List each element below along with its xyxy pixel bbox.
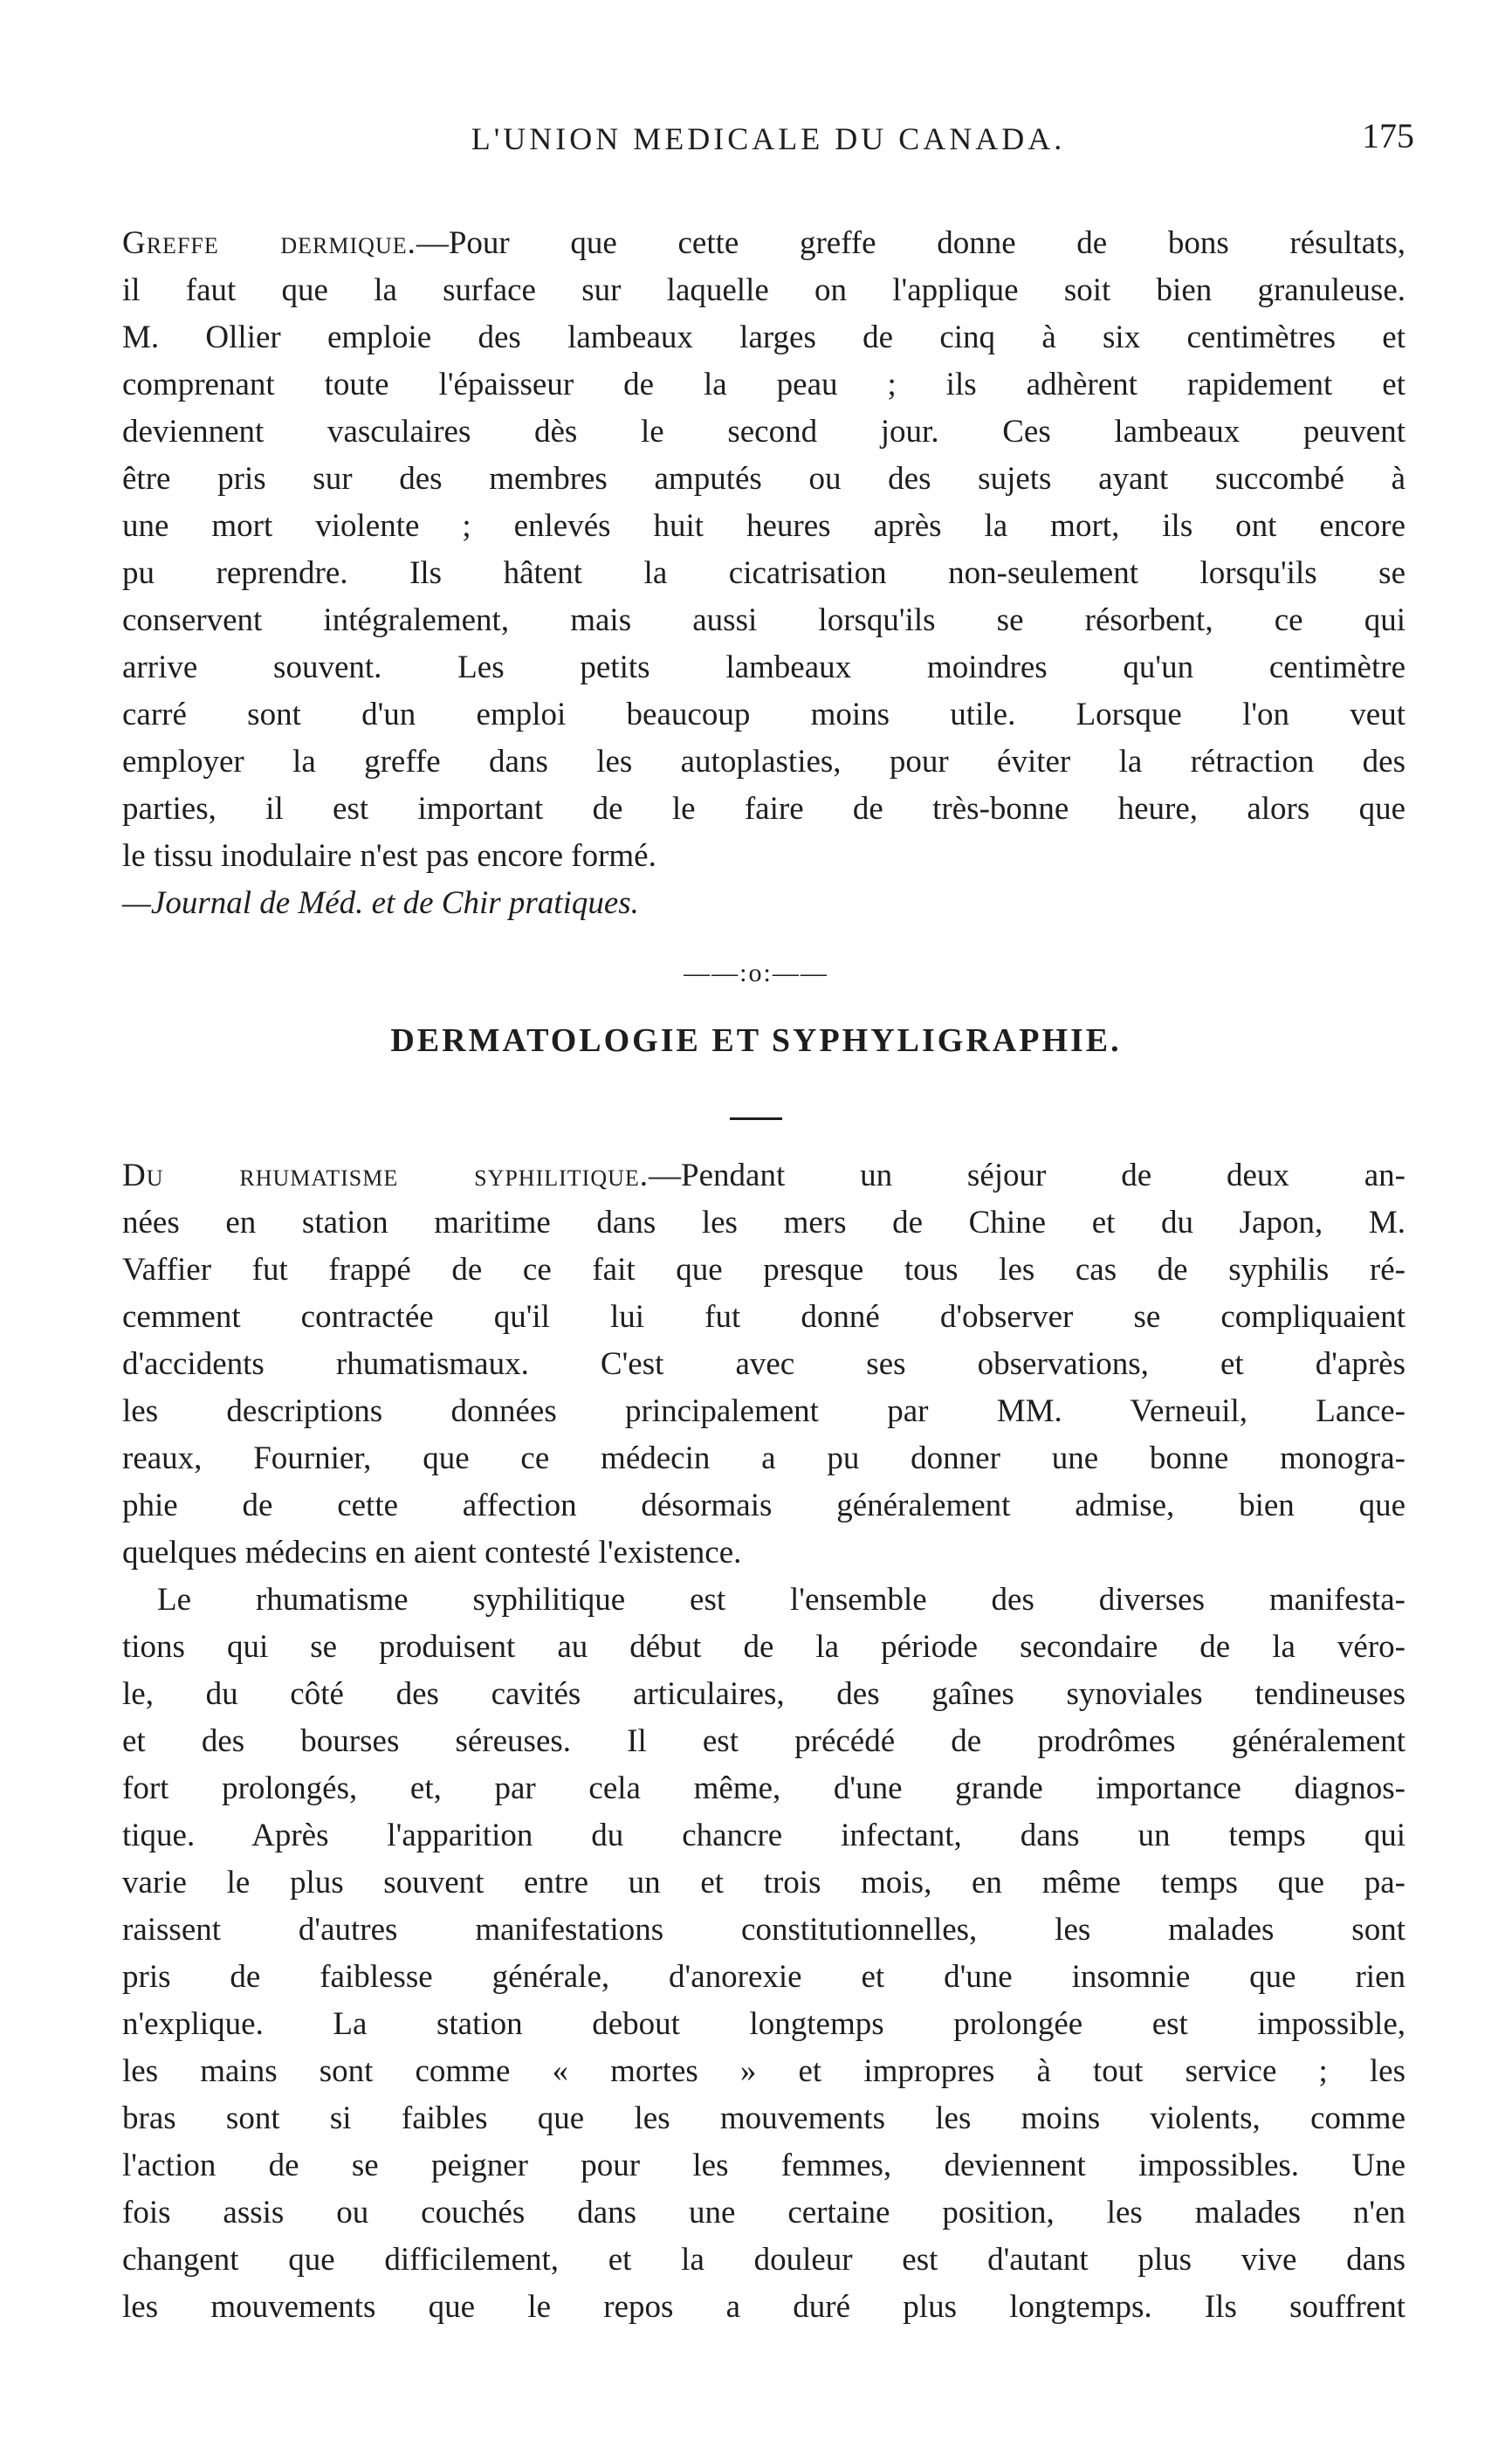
article-line: arrive souvent. Les petits lambeaux moindres qu'un centimètre: [122, 650, 1405, 685]
page-number: 175: [1362, 116, 1414, 155]
article-line: n'explique. La station debout longtemps prolongée est impossible,: [122, 2006, 1405, 2042]
article-line: deviennent vasculaires dès le second jour. Ces lambeaux peuvent: [122, 414, 1405, 450]
article-line: employer la greffe dans les autoplasties, pour éviter la rétraction des: [122, 744, 1405, 780]
article-line: quelques médecins en aient contesté l'existence.: [122, 1535, 742, 1571]
title-rule: [730, 1117, 782, 1120]
article-line: pu reprendre. Ils hâtent la cicatrisation non-seulement lorsqu'ils se: [122, 555, 1405, 591]
article-greffe-dermique: [122, 220, 1405, 927]
article-line: nées en station maritime dans les mers de Chine et du Japon, M.: [122, 1205, 1405, 1241]
article-line: cemment contractée qu'il lui fut donné d'observer se compliquaient: [122, 1299, 1405, 1335]
article-line: varie le plus souvent entre un et trois mois, en même temps que pa-: [122, 1865, 1405, 1901]
article-rhumatisme-syphilitique: [122, 1152, 1405, 2331]
article-line: les mains sont comme « mortes » et impropres à tout service ; les: [122, 2053, 1405, 2089]
article-line: tions qui se produisent au début de la période secondaire de la véro-: [122, 1629, 1405, 1665]
article-lead: Greffe dermique.: [122, 225, 416, 261]
article-line: les mouvements que le repos a duré plus longtemps. Ils souffrent: [122, 2289, 1405, 2325]
article-line: M. Ollier emploie des lambeaux larges de cinq à six centimètres et: [122, 320, 1405, 355]
article-line: tique. Après l'apparition du chancre infectant, dans un temps qui: [122, 1818, 1405, 1853]
article-line: carré sont d'un emploi beaucoup moins utile. Lorsque l'on veut: [122, 697, 1405, 732]
article-line: raissent d'autres manifestations constitutionnelles, les malades sont: [122, 1912, 1405, 1948]
article-line: d'accidents rhumatismaux. C'est avec ses observations, et d'après: [122, 1346, 1405, 1382]
running-head: [122, 116, 1414, 173]
article-line: comprenant toute l'épaisseur de la peau ; ils adhèrent rapidement et: [122, 367, 1405, 402]
article-line: phie de cette affection désormais généralement admise, bien que: [122, 1488, 1405, 1523]
article-line: fois assis ou couchés dans une certaine position, les malades n'en: [122, 2195, 1405, 2231]
section-divider: ——:o:——: [684, 959, 828, 987]
article-line: les descriptions données principalement par MM. Verneuil, Lance-: [122, 1393, 1405, 1429]
article-line: l'action de se peigner pour les femmes, deviennent impossibles. Une: [122, 2148, 1405, 2183]
article-line: il faut que la surface sur laquelle on l'applique soit bien granuleuse.: [122, 272, 1405, 308]
article-line: pris de faiblesse générale, d'anorexie et d'une insomnie que rien: [122, 1959, 1405, 1995]
running-title: L'UNION MEDICALE DU CANADA.: [471, 121, 1066, 156]
article-line: une mort violente ; enlevés huit heures après la mort, ils ont encore: [122, 508, 1405, 544]
article-line: Du rhumatisme syphilitique.—Pendant un séjour de deux an-: [122, 1158, 1405, 1193]
article-line: Le rhumatisme syphilitique est l'ensemble des diverses manifesta-: [157, 1582, 1405, 1618]
article-line: le, du côté des cavités articulaires, des gaînes synoviales tendineuses: [122, 1676, 1405, 1712]
article-line: bras sont si faibles que les mouvements les moins violents, comme: [122, 2100, 1405, 2136]
article-lead: Du rhumatisme syphilitique.: [122, 1158, 649, 1193]
article-line: être pris sur des membres amputés ou des sujets ayant succombé à: [122, 461, 1405, 497]
section-title: DERMATOLOGIE ET SYPHYLIGRAPHIE.: [390, 1022, 1122, 1059]
article-line: changent que difficilement, et la douleur est d'autant plus vive dans: [122, 2242, 1405, 2278]
article-line: conservent intégralement, mais aussi lorsqu'ils se résorbent, ce qui: [122, 602, 1405, 638]
article-line: parties, il est important de le faire de très-bonne heure, alors que: [122, 791, 1405, 827]
article-line: le tissu inodulaire n'est pas encore formé.: [122, 838, 656, 874]
article-line: Greffe dermique.—Pour que cette greffe donne de bons résultats,: [122, 225, 1405, 261]
article-line: fort prolongés, et, par cela même, d'une grande importance diagnos-: [122, 1770, 1405, 1806]
article-line: Vaffier fut frappé de ce fait que presque tous les cas de syphilis ré-: [122, 1252, 1405, 1288]
article-line: reaux, Fournier, que ce médecin a pu donner une bonne monogra-: [122, 1440, 1405, 1476]
article-source: —Journal de Méd. et de Chir pratiques.: [122, 885, 639, 921]
article-line: et des bourses séreuses. Il est précédé de prodrômes généralement: [122, 1723, 1405, 1759]
